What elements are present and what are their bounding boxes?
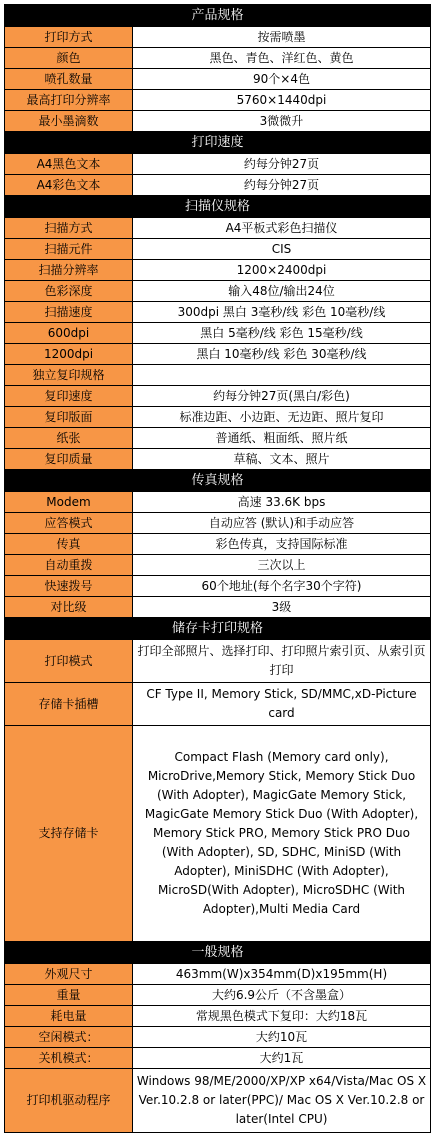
spec-value: 约每分钟27页(黑白/彩色): [133, 386, 431, 407]
spec-key: 空闲模式：: [5, 1027, 133, 1048]
spec-row: [5, 260, 431, 281]
spec-key: 存储卡插槽: [5, 683, 133, 726]
section-title: 产品规格: [5, 5, 431, 27]
spec-table: [4, 4, 431, 1133]
spec-row: [5, 323, 431, 344]
spec-value: 5760×1440dpi: [133, 90, 431, 111]
spec-value: 输入48位/输出24位: [133, 281, 431, 302]
section-title: 扫描仪规格: [5, 196, 431, 218]
spec-value: CF Type II, Memory Stick, SD/MMC,xD-Picture card: [133, 683, 431, 726]
spec-key: 纸张: [5, 428, 133, 449]
spec-value: 高速 33.6K bps: [133, 492, 431, 513]
spec-key: 扫描速度: [5, 302, 133, 323]
spec-row: [5, 492, 431, 513]
spec-value: 大约1瓦: [133, 1048, 431, 1069]
spec-key: 应答模式: [5, 513, 133, 534]
section-header: [5, 618, 431, 640]
spec-key: A4彩色文本: [5, 175, 133, 196]
spec-key: 关机模式：: [5, 1048, 133, 1069]
spec-row: [5, 1048, 431, 1069]
spec-key: 色彩深度: [5, 281, 133, 302]
spec-row: [5, 218, 431, 239]
spec-row: [5, 576, 431, 597]
section-title: 一般规格: [5, 942, 431, 964]
spec-key: 打印方式: [5, 27, 133, 48]
section-title: 打印速度: [5, 132, 431, 154]
spec-value: 1200×2400dpi: [133, 260, 431, 281]
spec-key: 复印版面: [5, 407, 133, 428]
section-header: [5, 470, 431, 492]
section-header: [5, 196, 431, 218]
spec-value: Compact Flash (Memory card only), MicroDrive,Memory Stick, Memory Stick Duo (With Adopter), MagicGate Memory Stick, MagicGate Memory Stick Duo (With Adopter), Memory Stick PRO, Memory Stick PRO Duo (With Adopter), SD, SDHC, MiniSD (With Adopter), MiniSDHC (With Adopter), MicroSD(With Adopter), MicroSDHC (With Adopter),Multi Media Card: [133, 726, 431, 942]
section-header: [5, 942, 431, 964]
spec-table-body: [5, 5, 431, 1133]
spec-row: [5, 239, 431, 260]
spec-row: [5, 344, 431, 365]
spec-value: 黑色、青色、洋红色、黄色: [133, 48, 431, 69]
spec-row: [5, 985, 431, 1006]
spec-key: Modem: [5, 492, 133, 513]
spec-key: 600dpi: [5, 323, 133, 344]
spec-key: 自动重拨: [5, 555, 133, 576]
spec-row: [5, 386, 431, 407]
spec-value: 标准边距、小边距、无边距、照片复印: [133, 407, 431, 428]
spec-value: 300dpi 黑白 3毫秒/线 彩色 10毫秒/线: [133, 302, 431, 323]
spec-row: [5, 27, 431, 48]
spec-value: 3级: [133, 597, 431, 618]
spec-value: 黑白 10毫秒/线 彩色 30毫秒/线: [133, 344, 431, 365]
spec-row: [5, 1027, 431, 1048]
spec-key: 复印质量: [5, 449, 133, 470]
spec-row: [5, 365, 431, 386]
spec-value: 按需喷墨: [133, 27, 431, 48]
spec-row: [5, 428, 431, 449]
spec-value: 3微微升: [133, 111, 431, 132]
spec-value: 90个×4色: [133, 69, 431, 90]
spec-row: [5, 281, 431, 302]
spec-value: 大约6.9公斤（不含墨盒）: [133, 985, 431, 1006]
spec-row: [5, 726, 431, 942]
spec-value: 三次以上: [133, 555, 431, 576]
spec-value: CIS: [133, 239, 431, 260]
spec-value: 常规黑色模式下复印：大约18瓦: [133, 1006, 431, 1027]
spec-row: [5, 1069, 431, 1133]
spec-key: 对比级: [5, 597, 133, 618]
spec-key: 最小墨滴数: [5, 111, 133, 132]
spec-value: Windows 98/ME/2000/XP/XP x64/Vista/Mac OS X Ver.10.2.8 or later(PPC)/ Mac OS X Ver.10.2.8 or later(Intel CPU): [133, 1069, 431, 1133]
spec-value: 自动应答 (默认)和手动应答: [133, 513, 431, 534]
section-title: 传真规格: [5, 470, 431, 492]
spec-value: 黑白 5毫秒/线 彩色 15毫秒/线: [133, 323, 431, 344]
section-header: [5, 5, 431, 27]
spec-row: [5, 555, 431, 576]
section-title: 储存卡打印规格: [5, 618, 431, 640]
spec-key: 扫描分辨率: [5, 260, 133, 281]
spec-value: 约每分钟27页: [133, 154, 431, 175]
spec-key: 扫描方式: [5, 218, 133, 239]
section-header: [5, 132, 431, 154]
spec-key: 快速拨号: [5, 576, 133, 597]
spec-row: [5, 597, 431, 618]
spec-row: [5, 407, 431, 428]
spec-value: 草稿、文本、照片: [133, 449, 431, 470]
spec-key: 独立复印规格: [5, 365, 133, 386]
spec-key: 传真: [5, 534, 133, 555]
spec-value: 大约10瓦: [133, 1027, 431, 1048]
spec-value: 60个地址(每个名字30个字符): [133, 576, 431, 597]
spec-row: [5, 90, 431, 111]
spec-key: 复印速度: [5, 386, 133, 407]
spec-row: [5, 175, 431, 196]
spec-row: [5, 302, 431, 323]
spec-key: 打印机驱动程序: [5, 1069, 133, 1133]
spec-row: [5, 513, 431, 534]
spec-key: 耗电量: [5, 1006, 133, 1027]
spec-key: A4黑色文本: [5, 154, 133, 175]
spec-row: [5, 534, 431, 555]
spec-row: [5, 1006, 431, 1027]
spec-row: [5, 111, 431, 132]
spec-value: 约每分钟27页: [133, 175, 431, 196]
spec-key: 打印模式: [5, 640, 133, 683]
spec-key: 支持存储卡: [5, 726, 133, 942]
spec-key: 重量: [5, 985, 133, 1006]
spec-key: 颜色: [5, 48, 133, 69]
spec-key: 扫描元件: [5, 239, 133, 260]
spec-row: [5, 964, 431, 985]
spec-row: [5, 449, 431, 470]
spec-row: [5, 48, 431, 69]
spec-value: A4平板式彩色扫描仪: [133, 218, 431, 239]
spec-value: 普通纸、粗面纸、照片纸: [133, 428, 431, 449]
spec-key: 外观尺寸: [5, 964, 133, 985]
spec-key: 1200dpi: [5, 344, 133, 365]
spec-row: [5, 640, 431, 683]
spec-value: 打印全部照片、选择打印、打印照片索引页、从索引页打印: [133, 640, 431, 683]
spec-row: [5, 69, 431, 90]
spec-row: [5, 154, 431, 175]
spec-key: 喷孔数量: [5, 69, 133, 90]
spec-row: [5, 683, 431, 726]
spec-value: 彩色传真，支持国际标准: [133, 534, 431, 555]
spec-value: 463mm(W)x354mm(D)x195mm(H): [133, 964, 431, 985]
spec-key: 最高打印分辨率: [5, 90, 133, 111]
spec-value: [133, 365, 431, 386]
